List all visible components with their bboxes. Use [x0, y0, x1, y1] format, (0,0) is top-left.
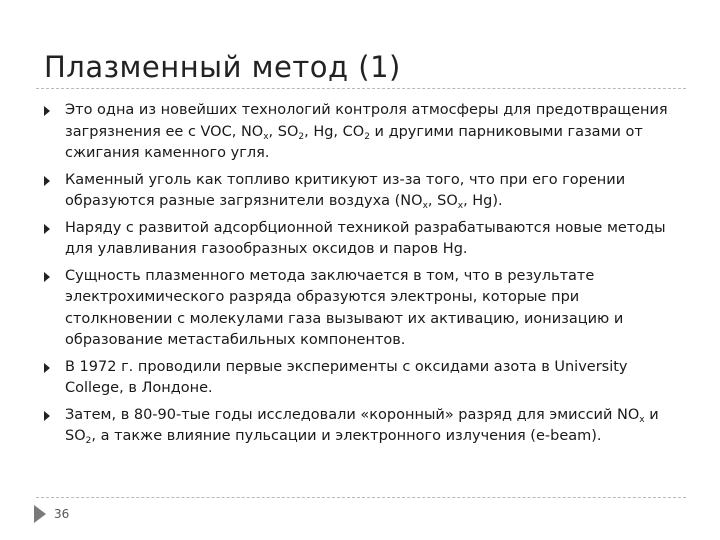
bullet-text-segment: Затем, в 80-90-тые годы исследовали «коронный» разряд для эмиссий NO — [65, 406, 640, 423]
subscript-text: 2 — [298, 131, 305, 142]
triangle-bullet-icon — [44, 411, 50, 421]
bullet-text-segment: , Hg, CO — [304, 123, 365, 140]
bullet-text-segment: Это одна из новейших технологий контроля атмосферы для предотвращения загрязнения ее с VOC, NO — [65, 102, 668, 140]
bullet-text — [65, 359, 628, 397]
bullet-text — [65, 220, 666, 258]
bullet-text — [65, 102, 668, 161]
triangle-bullet-icon — [44, 224, 50, 234]
bullet-item — [44, 266, 684, 352]
bullet-item — [44, 100, 684, 165]
bullet-text — [65, 407, 659, 445]
title-divider — [36, 88, 686, 89]
bullet-list — [44, 100, 684, 453]
subscript-text: x — [263, 131, 269, 142]
bullet-text-segment: и другими парниковыми газами от сжигания каменного угля. — [65, 123, 643, 161]
bullet-item — [44, 357, 684, 400]
bullet-text-segment: и SO — [65, 406, 659, 444]
footer-divider — [36, 497, 686, 498]
bullet-text-segment: , Hg). — [463, 193, 503, 209]
subscript-text: x — [457, 201, 464, 211]
triangle-bullet-icon — [44, 363, 50, 373]
subscript-text: x — [639, 414, 645, 425]
subscript-text: x — [422, 201, 428, 211]
triangle-bullet-icon — [44, 272, 50, 282]
bullet-text-segment: Сущность плазменного метода заключается в том, что в результате электрохимического разряда образуются электроны, которые при столкновении с молекулами газа вызывают их активацию, ионизацию и образование метастабильных компонентов. — [65, 267, 624, 348]
bullet-text — [65, 172, 625, 210]
triangle-bullet-icon — [44, 106, 50, 116]
bullet-text-segment: , SO — [268, 123, 299, 140]
page-arrow-icon — [34, 505, 46, 523]
slide-title: Плазменный метод (1) — [44, 50, 401, 84]
subscript-text: 2 — [364, 131, 370, 142]
bullet-text-segment: В 1972 г. проводили первые эксперименты с оксидами азота в University College, в Лондоне. — [65, 358, 628, 396]
subscript-text: 2 — [85, 436, 92, 446]
bullet-item — [44, 405, 684, 448]
bullet-item — [44, 218, 684, 261]
bullet-text-segment: Каменный уголь как топливо критикуют из-за того, что при его горении образуются разные загрязнители воздуха (NO — [65, 171, 626, 209]
bullet-text-segment: Наряду с развитой адсорбционной техникой разрабатываются новые методы для улавливания газообразных оксидов и паров Hg. — [65, 219, 666, 257]
triangle-bullet-icon — [44, 176, 50, 186]
bullet-item — [44, 170, 684, 213]
page-number: 36 — [54, 507, 70, 521]
bullet-text — [65, 268, 623, 349]
bullet-text-segment: , SO — [427, 193, 458, 209]
bullet-text-segment: , а также влияние пульсации и электронного излучения (e-beam). — [91, 428, 602, 444]
